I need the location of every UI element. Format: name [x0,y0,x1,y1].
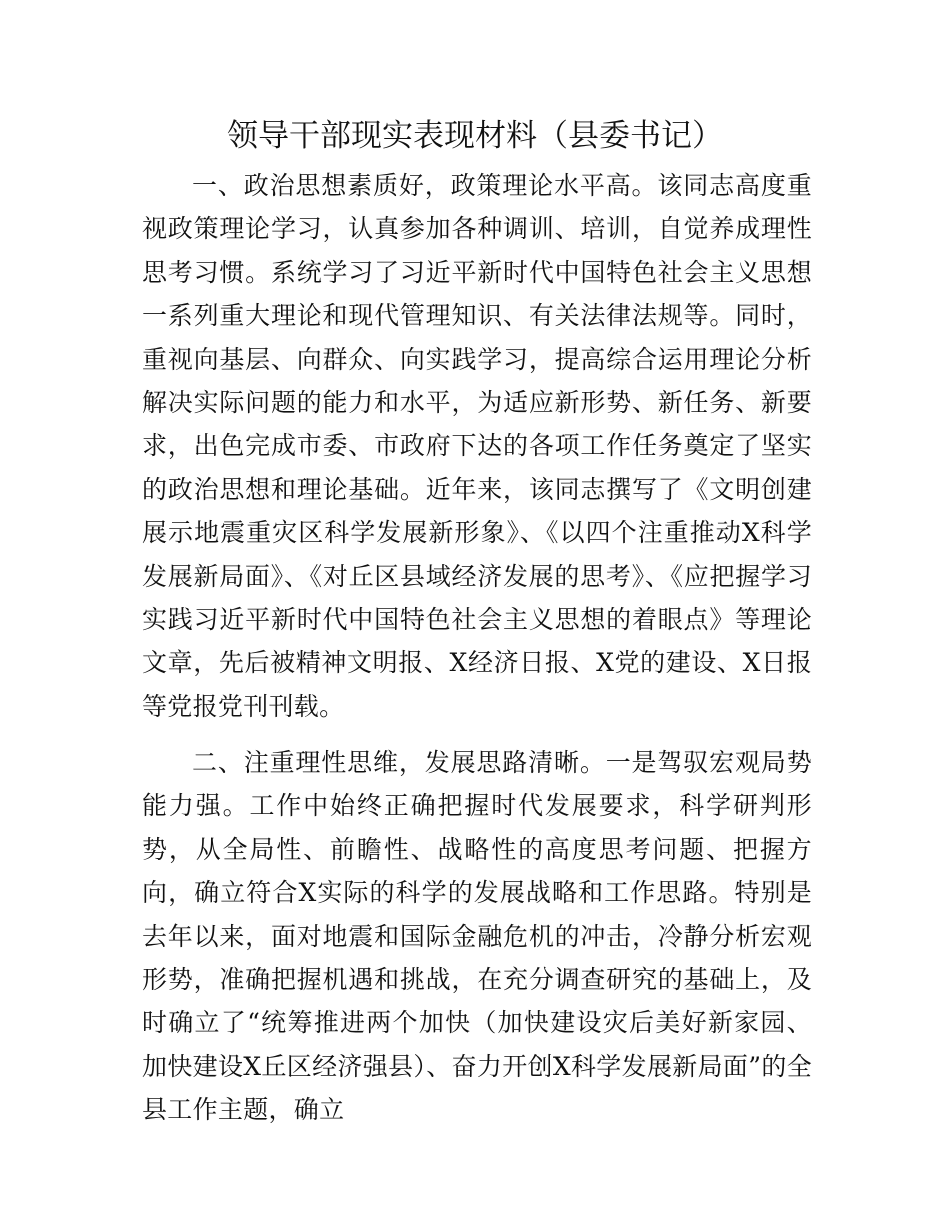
paragraph-political-quality: 一、政治思想素质好，政策理论水平高。该同志高度重视政策理论学习，认真参加各种调训、培训，自觉养成理性思考习惯。系统学习了习近平新时代中国特色社会主义思想一系列重大理论和现代管理知识、有关法律法规等。同时，重视向基层、向群众、向实践学习，提高综合运用理论分析解决实际问题的能力和水平，为适应新形势、新任务、新要求，出色完成市委、市政府下达的各项工作任务奠定了坚实的政治思想和理论基础。近年来，该同志撰写了《文明创建展示地震重灾区科学发展新形象》、《以四个注重推动X科学发展新局面》、《对丘区县域经济发展的思考》、《应把握学习实践习近平新时代中国特色社会主义思想的着眼点》等理论文章，先后被精神文明报、X经济日报、X党的建设、X日报等党报党刊刊载。 [142,171,812,721]
paragraph-rational-thinking: 二、注重理性思维，发展思路清晰。一是驾驭宏观局势能力强。工作中始终正确把握时代发展要求，科学研判形势，从全局性、前瞻性、战略性的高度思考问题、把握方向，确立符合X实际的科学的发展战略和工作思路。特别是去年以来，面对地震和国际金融危机的冲击，冷静分析宏观形势，准确把握机遇和挑战，在充分调查研究的基础上，及时确立了“统筹推进两个加快（加快建设灾后美好新家园、加快建设X丘区经济强县）、奋力开创X科学发展新局面”的全县工作主题，确立 [142,748,812,1125]
document-title: 领导干部现实表现材料（县委书记） [227,118,723,154]
